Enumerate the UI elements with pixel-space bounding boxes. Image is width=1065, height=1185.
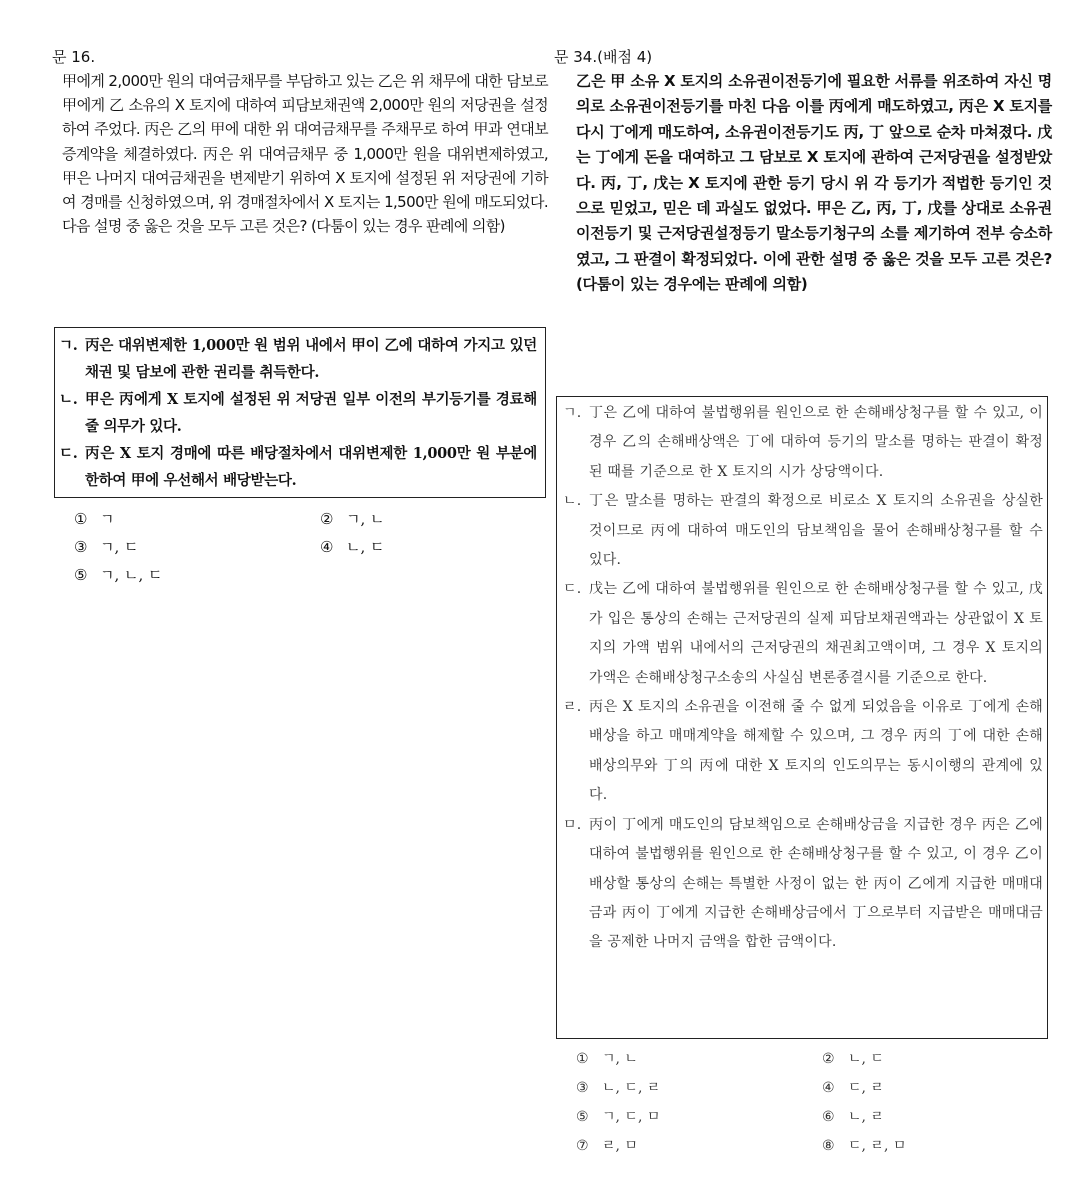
question-16-choices	[74, 508, 544, 592]
statement-mark: ㄴ.	[59, 391, 78, 408]
answer-choice-7[interactable]: ⑦ ㄹ, ㅁ	[576, 1138, 638, 1154]
answer-choice-4[interactable]: ④ ㄴ, ㄷ	[320, 538, 385, 556]
statement-text: 戊는 乙에 대하여 불법행위를 원인으로 한 손해배상청구를 할 수 있고, 戊가 입은 통상의 손해는 근저당권의 실제 피담보채권액과는 상관없이 X 토지의 가액 범위 내에서의 근저당권의 채권최고액이며, 그 경우 X 토지의 가액은 손해배상청구소송의 사실심 변론종결시를 기준으로 한다.	[589, 581, 1043, 686]
answer-choice-1[interactable]: ① ㄱ	[74, 510, 115, 528]
answer-choice-2[interactable]: ② ㄴ, ㄷ	[822, 1051, 884, 1067]
answer-choice-4[interactable]: ④ ㄷ, ㄹ	[822, 1080, 884, 1096]
statement-text: 丙은 X 토지 경매에 따른 배당절차에서 대위변제한 1,000만 원 부분에 한하여 甲에 우선해서 배당받는다.	[85, 445, 537, 489]
question-34-header: 문 34.(배점 4)	[554, 48, 653, 66]
answer-choice-3[interactable]: ③ ㄱ, ㄷ	[74, 538, 139, 556]
statement-item	[59, 386, 537, 440]
statement-item	[563, 487, 1043, 575]
statement-text: 丙은 대위변제한 1,000만 원 범위 내에서 甲이 乙에 대하여 가지고 있던 채권 및 담보에 관한 권리를 취득한다.	[85, 337, 537, 381]
question-16-stem: 甲에게 2,000만 원의 대여금채무를 부담하고 있는 乙은 위 채무에 대한 담보로 甲에게 乙 소유의 X 토지에 대하여 피담보채권액 2,000만 원의 저당권을 설정하여 주었다. 丙은 乙의 甲에 대한 위 대여금채무를 주채무로 하여 甲과 연대보증계약을 체결하였다. 丙은 위 대여금채무 중 1,000만 원을 대위변제하였고, 甲은 나머지 대여금채권을 변제받기 위하여 X 토지에 설정된 위 저당권에 기하여 경매를 신청하였으며, 위 경매절차에서 X 토지는 1,500만 원에 매도되었다. 다음 설명 중 옳은 것을 모두 고른 것은? (다툼이 있는 경우 판례에 의함)	[62, 72, 548, 236]
answer-choice-3[interactable]: ③ ㄴ, ㄷ, ㄹ	[576, 1080, 661, 1096]
statement-text: 丙이 丁에게 매도인의 담보책임으로 손해배상금을 지급한 경우 丙은 乙에 대하여 불법행위를 원인으로 한 손해배상청구를 할 수 있고, 이 경우 乙이 배상할 통상의 손해는 특별한 사정이 없는 한 丙이 乙에게 지급한 매매대금과 丙이 丁에게 지급한 손해배상금에서 丁으로부터 지급받은 매매대금을 공제한 나머지 금액을 합한 금액이다.	[589, 816, 1043, 951]
question-16-statement-box	[54, 327, 546, 498]
question-34-choices	[576, 1048, 1046, 1168]
statement-item	[563, 575, 1043, 693]
question-34-statement-box	[556, 396, 1048, 1039]
statement-item	[59, 332, 537, 386]
statement-mark: ㄷ.	[59, 445, 78, 462]
answer-choice-6[interactable]: ⑥ ㄴ, ㄹ	[822, 1109, 884, 1125]
statement-mark: ㅁ.	[563, 816, 582, 833]
answer-choice-1[interactable]: ① ㄱ, ㄴ	[576, 1051, 638, 1067]
statement-mark: ㄹ.	[563, 699, 582, 716]
statement-text: 甲은 丙에게 X 토지에 설정된 위 저당권 일부 이전의 부기등기를 경료해 줄 의무가 있다.	[85, 391, 537, 435]
statement-item	[563, 693, 1043, 811]
answer-choice-5[interactable]: ⑤ ㄱ, ㄴ, ㄷ	[74, 566, 163, 584]
statement-text: 丁은 말소를 명하는 판결의 확정으로 비로소 X 토지의 소유권을 상실한 것이므로 丙에 대하여 매도인의 담보책임을 물어 손해배상청구를 할 수 있다.	[589, 493, 1043, 569]
statement-text: 丁은 乙에 대하여 불법행위를 원인으로 한 손해배상청구를 할 수 있고, 이 경우 乙의 손해배상액은 丁에 대하여 등기의 말소를 명하는 판결이 확정된 때를 기준으로 한 X 토지의 시가 상당액이다.	[589, 405, 1043, 480]
answer-choice-5[interactable]: ⑤ ㄱ, ㄷ, ㅁ	[576, 1109, 661, 1125]
statement-mark: ㄱ.	[59, 337, 78, 354]
statement-mark: ㄱ.	[563, 405, 582, 421]
question-34-stem: 乙은 甲 소유 X 토지의 소유권이전등기에 필요한 서류를 위조하여 자신 명의로 소유권이전등기를 마친 다음 이를 丙에게 매도하였고, 丙은 X 토지를 다시 丁에게 매도하여, 소유권이전등기도 丙, 丁 앞으로 순차 마쳐졌다. 戊는 丁에게 돈을 대여하고 그 담보로 X 토지에 관하여 근저당권을 설정받았다. 丙, 丁, 戊는 X 토지에 관한 등기 당시 위 각 등기가 적법한 등기인 것으로 믿었고, 믿은 데 과실도 없었다. 甲은 乙, 丙, 丁, 戊를 상대로 소유권이전등기 및 근저당권설정등기 말소등기청구의 소를 제기하여 전부 승소하였고, 그 판결이 확정되었다. 이에 관한 설명 중 옳은 것을 모두 고른 것은? (다툼이 있는 경우에는 판례에 의함)	[576, 72, 1052, 294]
answer-choice-2[interactable]: ② ㄱ, ㄴ	[320, 510, 385, 528]
statement-item	[563, 811, 1043, 958]
statement-item	[563, 399, 1043, 487]
statement-item	[59, 440, 537, 494]
statement-mark: ㄷ.	[563, 581, 582, 598]
statement-text: 丙은 X 토지의 소유권을 이전해 줄 수 없게 되었음을 이유로 丁에게 손해배상을 하고 매매계약을 해제할 수 있으며, 그 경우 丙의 丁에 대한 손해배상의무와 丁의 丙에 대한 X 토지의 인도의무는 동시이행의 관계에 있다.	[589, 699, 1043, 804]
question-16-header: 문 16.	[52, 48, 96, 66]
answer-choice-8[interactable]: ⑧ ㄷ, ㄹ, ㅁ	[822, 1138, 907, 1154]
statement-mark: ㄴ.	[563, 493, 582, 510]
